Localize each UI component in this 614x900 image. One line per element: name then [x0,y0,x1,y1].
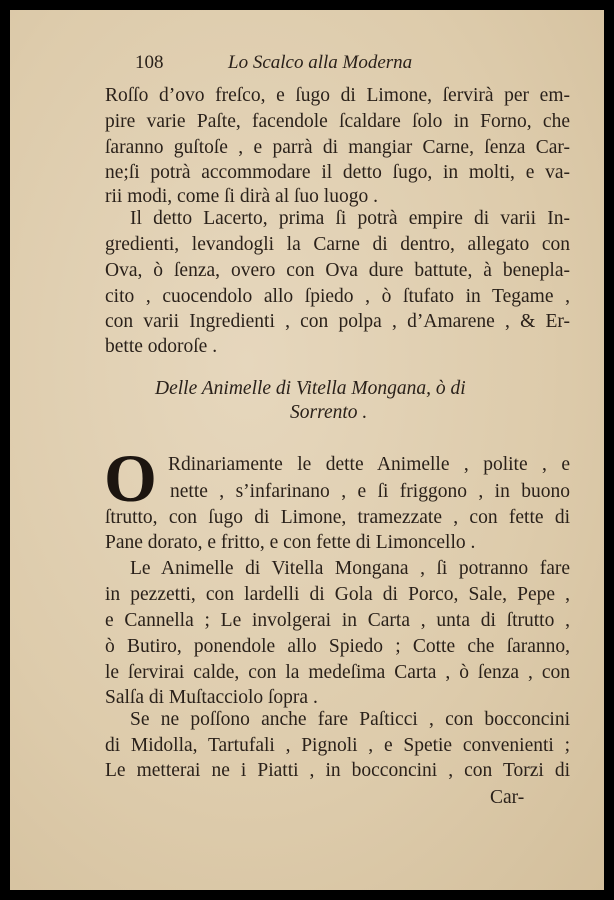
running-title: Lo Scalco alla Moderna [228,52,413,73]
text-line: con varii Ingredienti , con polpa , d’Amarene , & Er- [105,311,570,332]
catchword: Car- [490,787,525,808]
text-line: Salſa di Muſtacciolo ſopra . [105,687,318,708]
text-line: Roſſo d’ovo freſco, e ſugo di Limone, ſervirà per em- [105,85,570,106]
text-line: gredienti, levandogli la Carne di dentro, allegato con [105,234,570,255]
text-line: rii modi, come ſi dirà al ſuo luogo . [105,186,378,207]
text-line: pire varie Paſte, facendole ſcaldare ſolo in Forno, che [105,111,570,132]
text-line: di Midolla, Tartufali , Pignoli , e Spetie convenienti ; [105,735,570,756]
text-line: ſaranno guſtoſe , e parrà di mangiar Carne, ſenza Car- [105,137,570,158]
text-line: ſtrutto, con ſugo di Limone, tramezzate , con fette di [105,507,570,528]
text-line: cito , cuocendolo allo ſpiedo , ò ſtufato in Tegame , [105,286,570,307]
section-heading: Delle Animelle di Vitella Mongana, ò di [155,378,466,399]
text-line: le ſervirai calde, con la medeſima Carta , ò ſenza , con [105,662,570,683]
text-line: Le metterai ne i Piatti , in bocconcini , con Torzi di [105,760,570,781]
text-line: in pezzetti, con lardelli di Gola di Porco, Sale, Pepe , [105,584,570,605]
text-line: Le Animelle di Vitella Mongana , ſi potranno fare [130,558,570,579]
text-line: Ova, ò ſenza, overo con Ova dure battute, à benepla- [105,260,570,281]
text-line: nette , s’infarinano , e ſi friggono , in buono [170,481,570,502]
section-heading-continued: Sorrento . [290,402,368,423]
text-line: bette odoroſe . [105,336,218,357]
drop-cap: O [104,440,157,516]
text-line: Se ne poſſono anche fare Paſticci , con bocconcini [130,709,570,730]
text-line: Il detto Lacerto, prima ſi potrà empire di varii In- [130,208,570,229]
text-line: Rdinariamente le dette Animelle , polite , e [168,454,570,475]
page-number: 108 [135,52,164,73]
text-line: ò Butiro, ponendole allo Spiedo ; Cotte che ſaranno, [105,636,570,657]
text-line: e Cannella ; Le involgerai in Carta , unta di ſtrutto , [105,610,570,631]
text-line: ne;ſi potrà accommodare il detto ſugo, in molti, e va- [105,162,570,183]
text-line: Pane dorato, e fritto, e con fette di Limoncello . [105,532,476,553]
